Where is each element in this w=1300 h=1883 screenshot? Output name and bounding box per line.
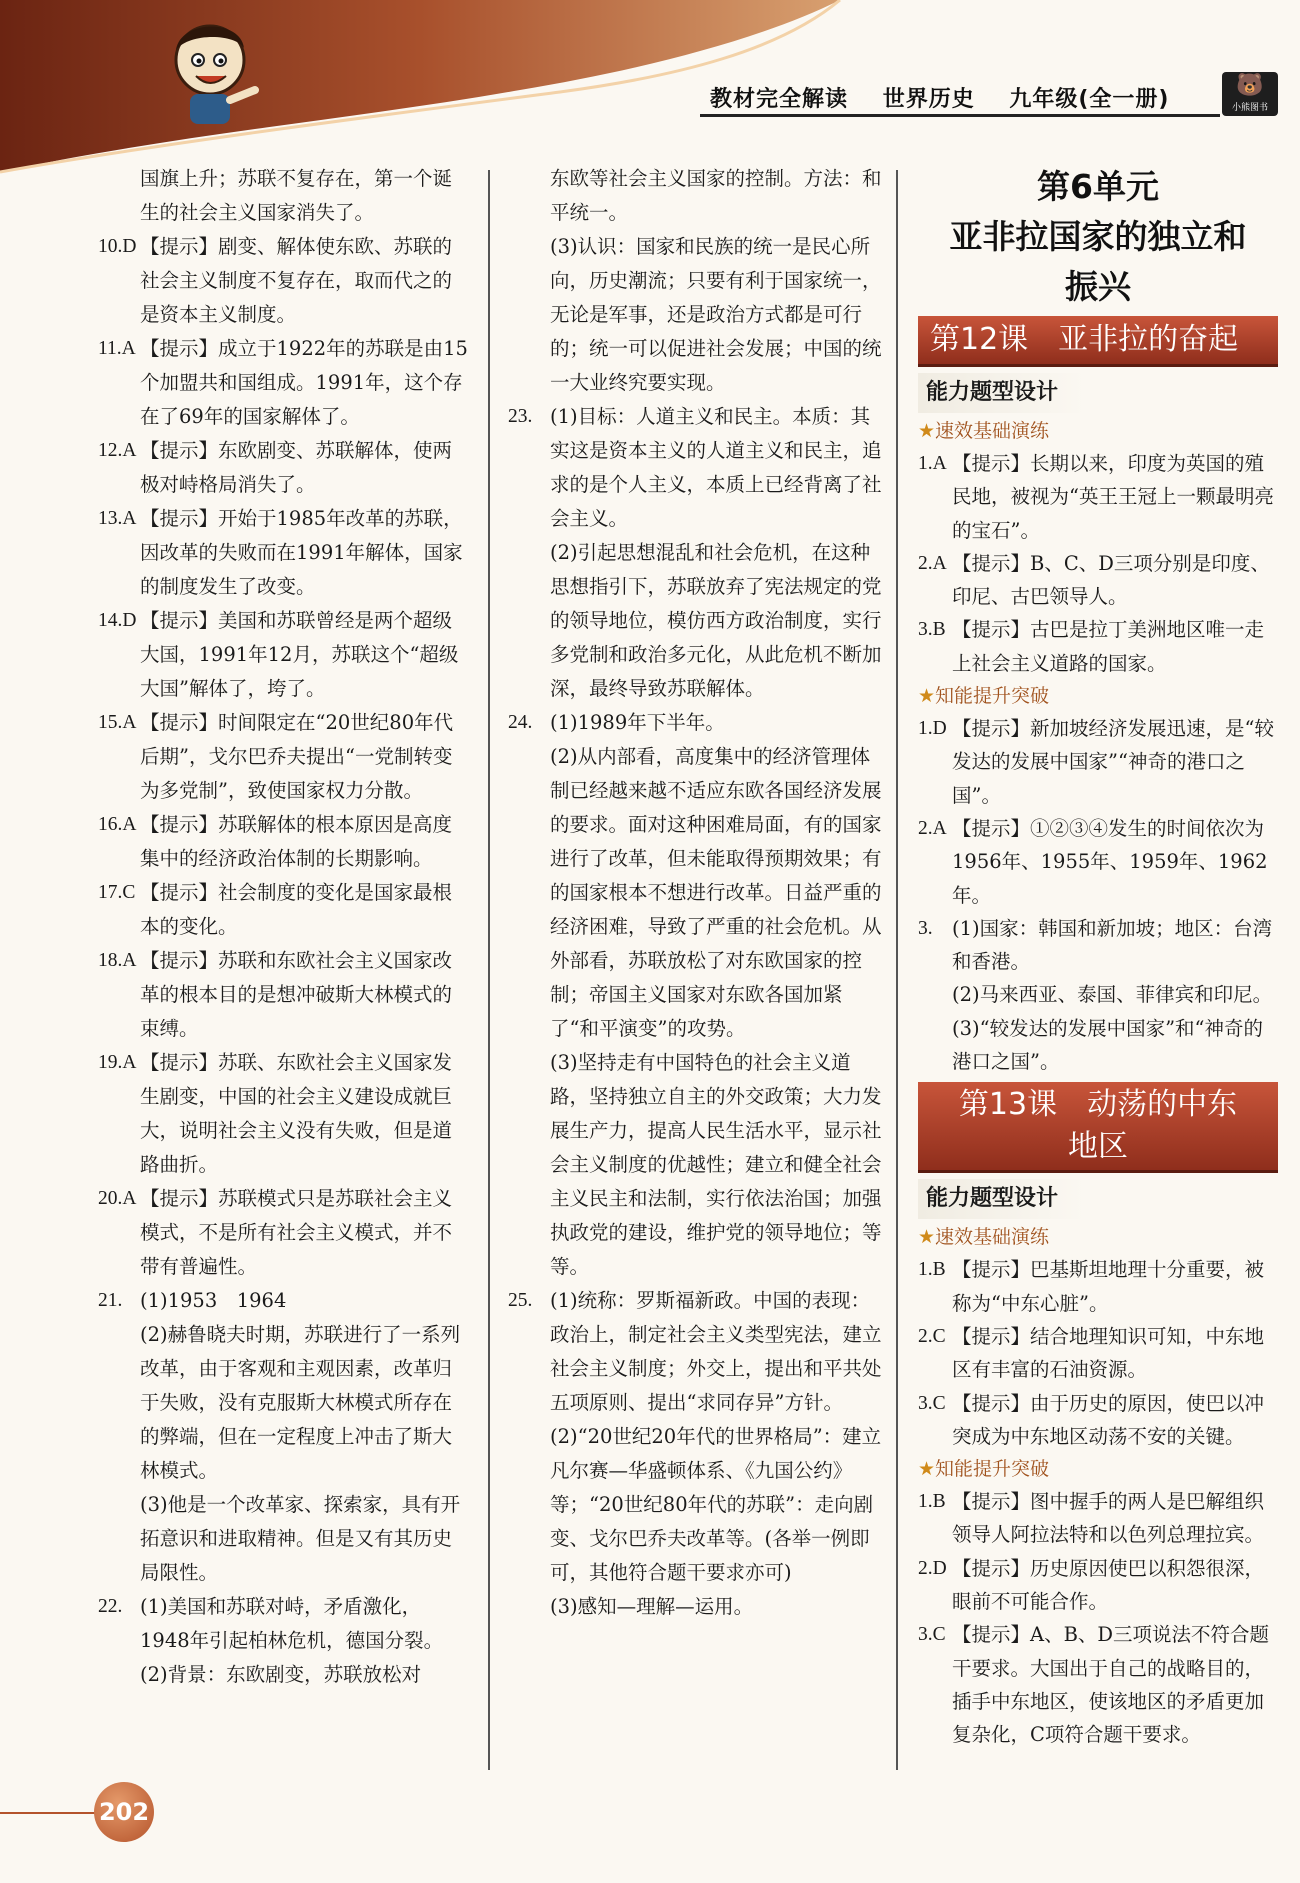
answer-item: 国旗上升；苏联不复存在，第一个诞生的社会主义国家消失了。 <box>140 167 453 224</box>
answer-item: 16.A 【提示】苏联解体的根本原因是高度集中的经济政治体制的长期影响。 <box>98 813 453 870</box>
answer-item: 1.A 【提示】长期以来，印度为英国的殖民地，被视为“英王王冠上一颗最明亮的宝石”。 <box>918 452 1274 542</box>
bear-logo-icon: 🐻 <box>1236 73 1264 98</box>
unit-number: 第6单元 <box>1037 167 1159 206</box>
answer-item: 3.C 【提示】A、B、D三项说法不符合题干要求。大国出于自己的战略目的，插手中东地区，使该地区的矛盾更加复杂化，C项符合题干要求。 <box>918 1623 1270 1747</box>
answer-item: 1.B 【提示】巴基斯坦地理十分重要，被称为“中东心脏”。 <box>918 1258 1265 1315</box>
answer-item: 10.D 【提示】剧变、解体使东欧、苏联的社会主义制度不复存在，取而代之的是资本主义制度。 <box>98 235 453 326</box>
answer-column-2 <box>508 162 883 1624</box>
answer-item: 2.D 【提示】历史原因使巴以积怨很深，眼前不可能合作。 <box>918 1556 1265 1614</box>
star-icon: ★ <box>918 420 936 442</box>
answer-item: (3)“较发达的发展中国家”和“神奇的港口之国”。 <box>952 1016 1264 1074</box>
section-heading: 能力题型设计 <box>918 1179 1086 1219</box>
header-subject: 世界历史 <box>882 87 975 112</box>
page-number: 202 <box>94 1782 154 1842</box>
header-title <box>710 82 1196 113</box>
header-grade: 九年级(全一册) <box>1009 87 1170 112</box>
header-book: 教材完全解读 <box>710 87 849 112</box>
unit-title <box>918 162 1278 312</box>
answer-item: 3.C 【提示】由于历史的原因，使巴以冲突成为中东地区动荡不安的关键。 <box>918 1391 1265 1448</box>
answer-item: 3. (1)国家：韩国和新加坡；地区：台湾和香港。 <box>918 916 1273 974</box>
answer-item: (2)“20世纪20年代的世界格局”：建立凡尔赛—华盛顿体系、《九国公约》等；“20世纪80年代的苏联”：走向剧变、戈尔巴乔夫改革等。(各举一例即可，其他符合题干要求亦可) <box>550 1425 882 1584</box>
answer-item: 3.B 【提示】古巴是拉丁美洲地区唯一走上社会主义道路的国家。 <box>918 618 1265 675</box>
header-rule <box>700 114 1220 117</box>
answer-item: 15.A 【提示】时间限定在“20世纪80年代后期”，戈尔巴乔夫提出“一党制转变为多党制”，致使国家权力分散。 <box>98 711 454 802</box>
answer-item: 1.B 【提示】图中握手的两人是巴解组织领导人阿拉法特和以色列总理拉宾。 <box>918 1490 1265 1547</box>
answer-item: 1.D 【提示】新加坡经济发展迅速，是“较发达的发展中国家”“神奇的港口之国”。 <box>918 717 1274 807</box>
answer-item: 17.C 【提示】社会制度的变化是国家最根本的变化。 <box>98 881 453 938</box>
mascot-icon <box>140 10 270 140</box>
unit-name-line-2: 振兴 <box>1065 267 1131 306</box>
answer-item: 东欧等社会主义国家的控制。方法：和平统一。 <box>550 167 882 224</box>
logo-text: 小熊图书 <box>1231 103 1268 113</box>
answer-item: (2)引起思想混乱和社会危机，在这种思想指引下，苏联放弃了宪法规定的党的领导地位，模仿西方政治制度，实行多党制和政治多元化，从此危机不断加深，最终导致苏联解体。 <box>550 541 882 700</box>
answer-item: 25. (1)统称：罗斯福新政。中国的表现：政治上，制定社会主义类型宪法，建立社会主义制度；外交上，提出和平共处五项原则、提出“求同存异”方针。 <box>508 1289 882 1414</box>
answer-item: 11.A 【提示】成立于1922年的苏联是由15个加盟共和国组成。1991年，这个存在了69年的国家解体了。 <box>98 337 468 428</box>
answer-column-3 <box>918 162 1278 1752</box>
subsection-advanced: ★知能提升突破 <box>918 1458 1050 1481</box>
answer-item: (3)认识：国家和民族的统一是民心所向，历史潮流；只要有利于国家统一，无论是军事，还是政治方式都是可行的；统一可以促进社会发展；中国的统一大业终究要实现。 <box>550 235 882 394</box>
answer-item: 22. (1)美国和苏联对峙，矛盾激化，1948年引起柏林危机，德国分裂。 <box>98 1595 444 1652</box>
lesson-13-line-2: 地区 <box>1068 1129 1128 1165</box>
column-divider <box>896 170 898 1770</box>
answer-item: 2.C 【提示】结合地理知识可知，中东地区有丰富的石油资源。 <box>918 1324 1265 1382</box>
page-number-rule <box>0 1812 100 1814</box>
answer-item: 23. (1)目标：人道主义和民主。本质：其实这是资本主义的人道主义和民主，追求的是个人主义，本质上已经背离了社会主义。 <box>508 405 882 530</box>
lesson-13-title <box>918 1082 1278 1173</box>
section-heading: 能力题型设计 <box>918 373 1086 413</box>
subsection-advanced: ★知能提升突破 <box>918 685 1050 708</box>
answer-item: 19.A 【提示】苏联、东欧社会主义国家发生剧变，中国的社会主义建设成就巨大，说明社会主义没有失败，但是道路曲折。 <box>98 1051 453 1176</box>
answer-item: 12.A 【提示】东欧剧变、苏联解体，使两极对峙格局消失了。 <box>98 439 453 496</box>
column-divider <box>488 170 490 1770</box>
answer-item: (3)感知—理解—运用。 <box>550 1595 754 1618</box>
answer-column-1 <box>98 162 468 1692</box>
answer-item: (2)马来西亚、泰国、菲律宾和印尼。 <box>952 983 1273 1007</box>
unit-name-line-1: 亚非拉国家的独立和 <box>949 217 1247 256</box>
answer-item: (3)坚持走有中国特色的社会主义道路，坚持独立自主的外交政策；大力发展生产力，提高人民生活水平，显示社会主义制度的优越性；建立和健全社会主义民主和法制，实行依法治国；加强执政党的建设，维护党的领导地位；等等。 <box>550 1051 882 1278</box>
answer-item: 14.D 【提示】美国和苏联曾经是两个超级大国，1991年12月，苏联这个“超级大国”解体了，垮了。 <box>98 609 459 700</box>
answer-item: 13.A 【提示】开始于1985年改革的苏联，因改革的失败而在1991年解体，国家的制度发生了改变。 <box>98 507 463 598</box>
answer-item: (2)赫鲁晓夫时期，苏联进行了一系列改革，由于客观和主观因素，改革归于失败，没有克服斯大林模式所存在的弊端，但在一定程度上冲击了斯大林模式。 <box>140 1323 461 1482</box>
answer-item: 24. (1)1989年下半年。 <box>508 711 725 734</box>
star-icon: ★ <box>918 1458 936 1481</box>
answer-item: 21. (1)1953 1964 <box>98 1289 287 1312</box>
answer-item: (2)从内部看，高度集中的经济管理体制已经越来越不适应东欧各国经济发展的要求。面对这种困难局面，有的国家进行了改革，但未能取得预期效果；有的国家根本不想进行改革。日益严重的经济困难，导致了严重的社会危机。从外部看，苏联放松了对东欧国家的控制；帝国主义国家对东欧各国加紧了“和平演变”的攻势。 <box>550 745 882 1040</box>
star-icon: ★ <box>918 685 936 708</box>
lesson-12-title: 第12课 亚非拉的奋起 <box>918 316 1278 367</box>
publisher-logo <box>1222 72 1278 116</box>
answer-item: 2.A 【提示】①②③④发生的时间依次为1956年、1955年、1959年、1962年。 <box>918 816 1268 907</box>
answer-item: (3)他是一个改革家、探索家，具有开拓意识和进取精神。但是又有其历史局限性。 <box>140 1493 461 1584</box>
subsection-basic: ★速效基础演练 <box>918 1226 1050 1249</box>
answer-item: 20.A 【提示】苏联模式只是苏联社会主义模式，不是所有社会主义模式，并不带有普遍性。 <box>98 1187 453 1278</box>
answer-item: (2)背景：东欧剧变，苏联放松对 <box>140 1663 422 1686</box>
star-icon: ★ <box>918 1226 936 1249</box>
answer-item: 18.A 【提示】苏联和东欧社会主义国家改革的根本目的是想冲破斯大林模式的束缚。 <box>98 949 453 1040</box>
lesson-13-line-1: 第13课 动荡的中东 <box>958 1087 1238 1123</box>
answer-item: 2.A 【提示】B、C、D三项分别是印度、印尼、古巴领导人。 <box>918 551 1270 609</box>
subsection-basic: ★速效基础演练 <box>918 420 1050 442</box>
